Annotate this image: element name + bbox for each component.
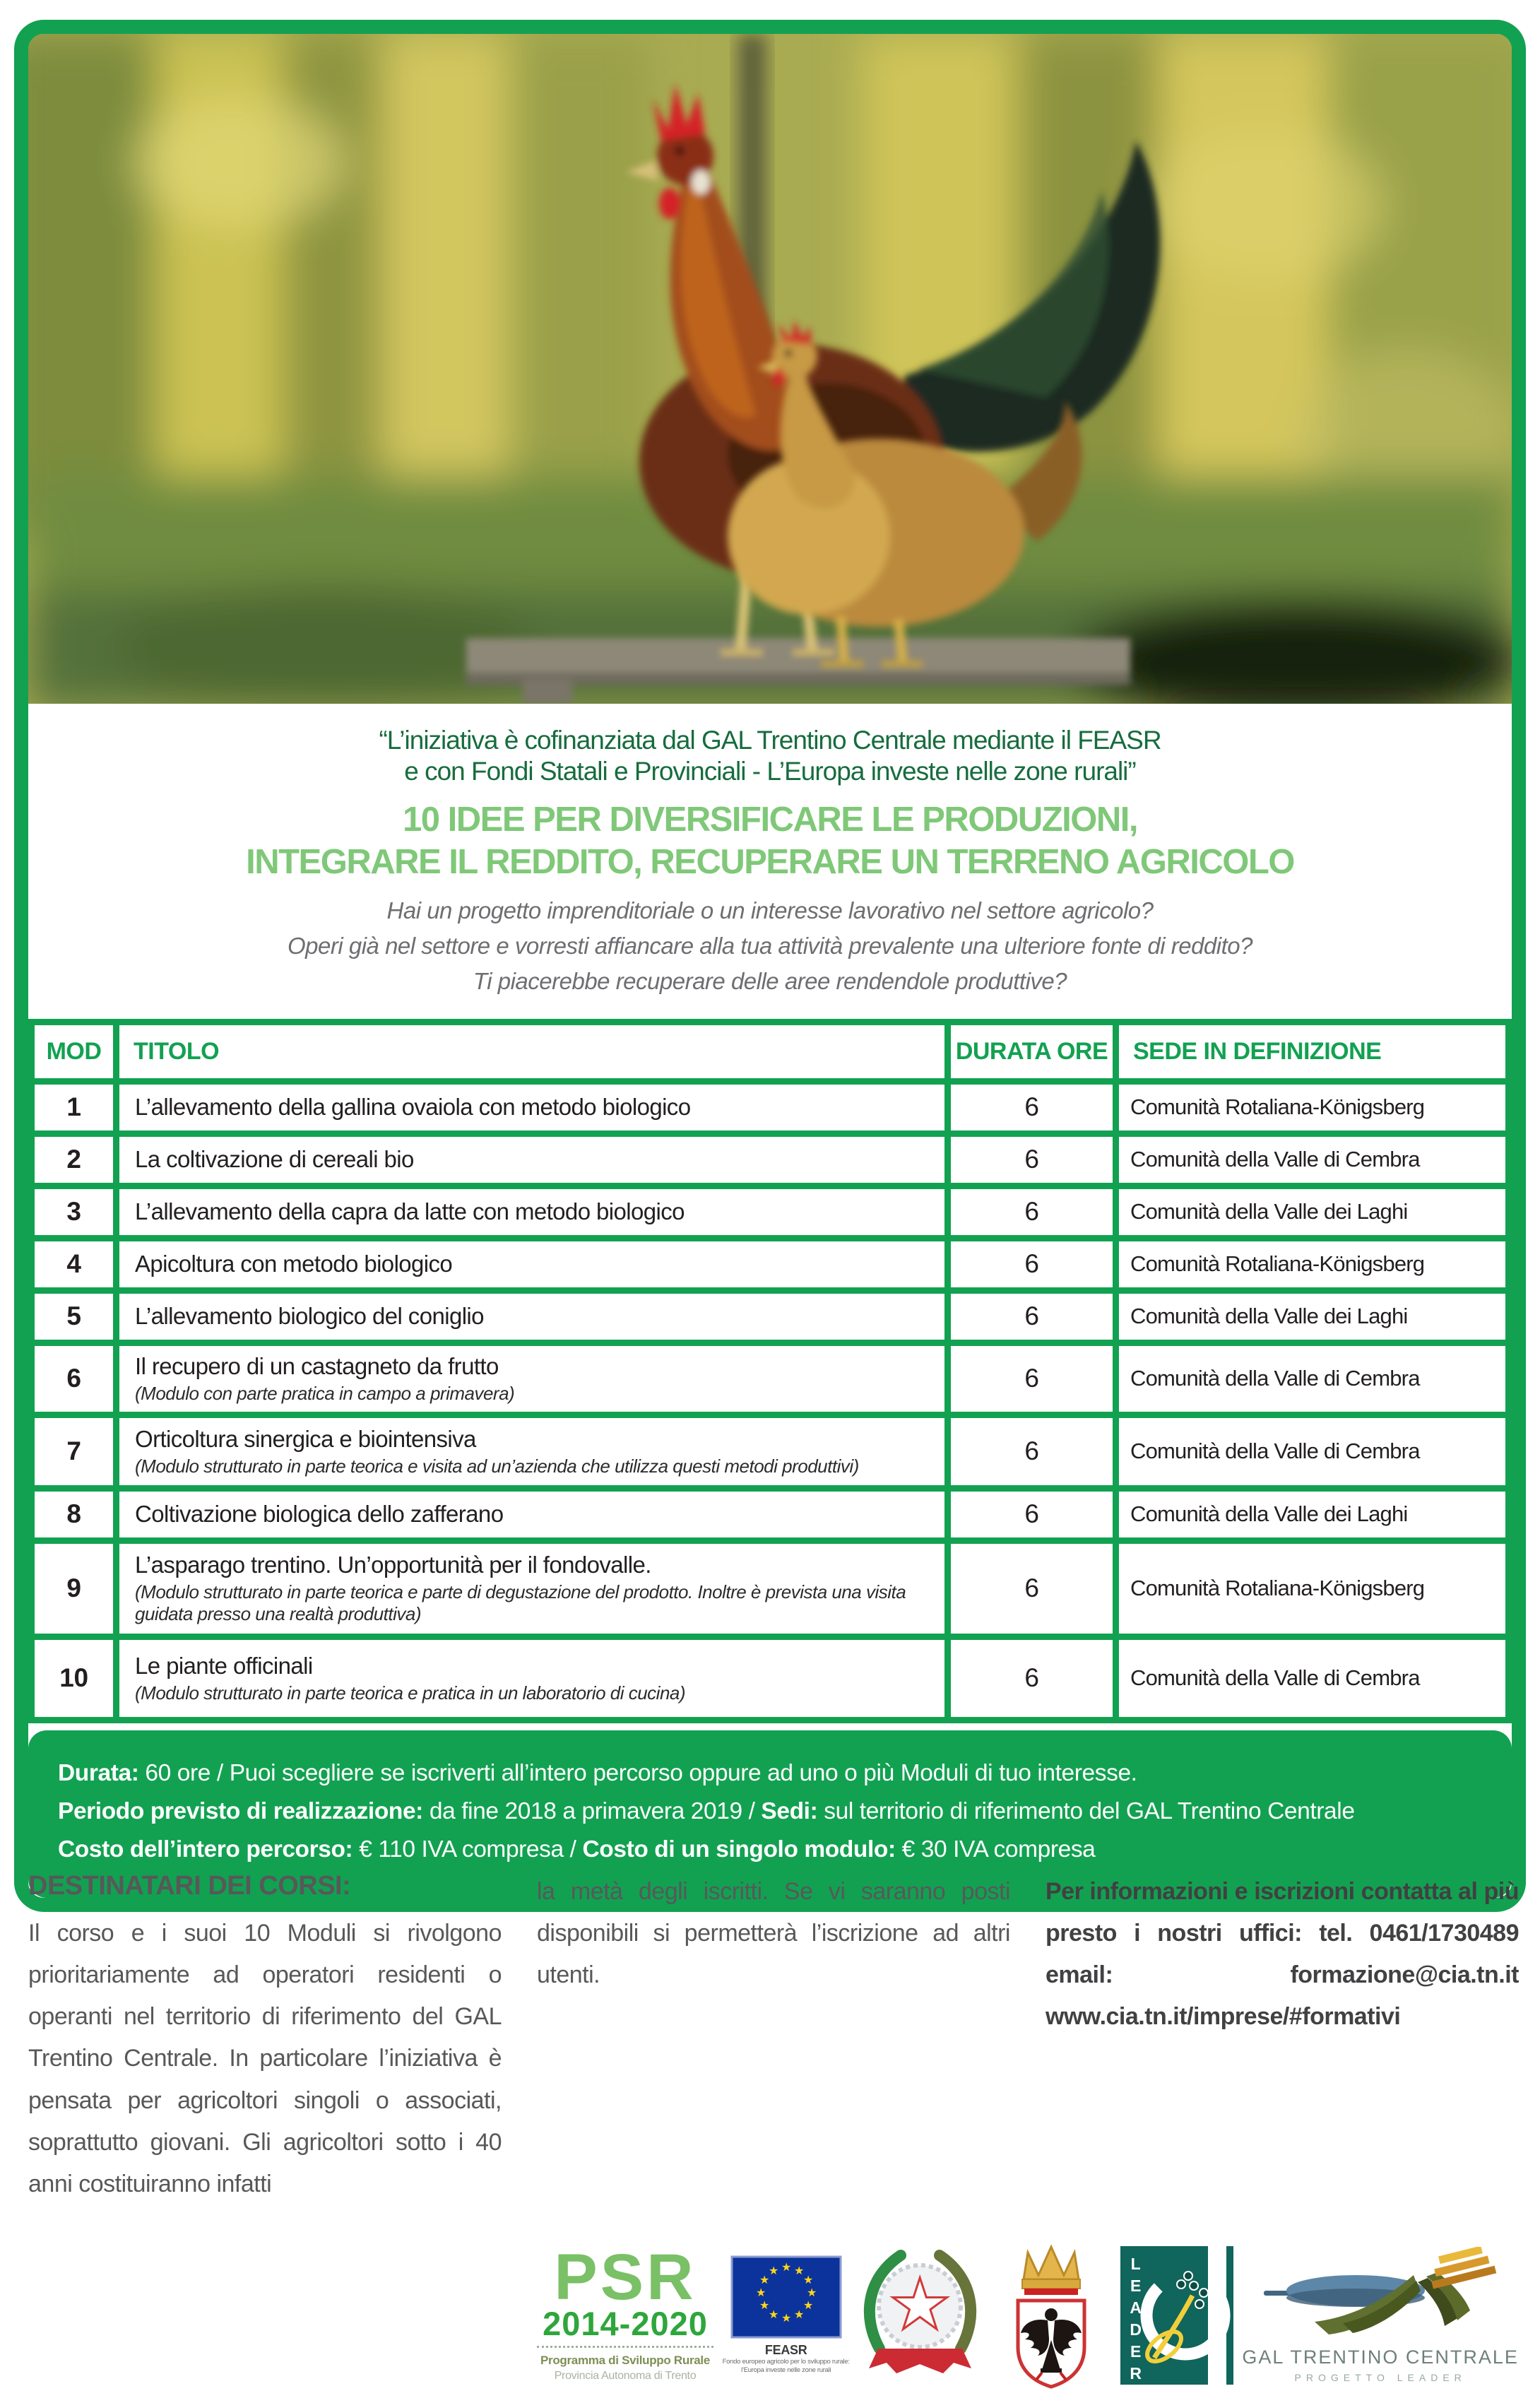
svg-text:★: ★ <box>781 2313 791 2325</box>
row-durata: 6 <box>948 1290 1116 1342</box>
svg-text:★: ★ <box>888 2265 952 2345</box>
row-mod: 7 <box>32 1415 117 1488</box>
question-1: Hai un progetto imprenditoriale o un interesse lavorativo nel settore agricolo? <box>386 897 1154 923</box>
row-durata: 6 <box>948 1636 1116 1720</box>
row-sede: Comunità Rotaliana-Königsberg <box>1116 1081 1509 1133</box>
row-titolo: L’allevamento della gallina ovaiola con metodo biologico <box>117 1081 948 1133</box>
svg-text:★: ★ <box>802 2300 813 2313</box>
row-mod: 1 <box>32 1081 117 1133</box>
table-row <box>32 1238 1509 1290</box>
svg-text:★: ★ <box>759 2300 769 2313</box>
feasr-subcaption-2: l’Europa investe nelle zone rurali <box>741 2366 831 2375</box>
row-titolo: Le piante officinali (Modulo strutturato in parte teorica e pratica in un laboratorio di cucina) <box>117 1636 948 1720</box>
chickens-photo-illustration <box>28 34 1512 704</box>
destinatari-column <box>28 1871 502 2205</box>
row-mod: 4 <box>32 1238 117 1290</box>
table-row <box>32 1540 1509 1636</box>
row-sede: Comunità della Valle dei Laghi <box>1116 1488 1509 1540</box>
summary-line-periodo: Periodo previsto di realizzazione: da fine 2018 a primavera 2019 / Sedi: sul territorio di riferimento del GAL Trentino Centrale <box>58 1798 1355 1824</box>
row-durata: 6 <box>948 1238 1116 1290</box>
header-titolo: TITOLO <box>117 1022 948 1081</box>
gal-trentino-centrale-logo <box>1242 2247 1519 2383</box>
table-row <box>32 1415 1509 1488</box>
psr-caption-2: Provincia Autonoma di Trento <box>554 2369 697 2382</box>
table-row <box>32 1290 1509 1342</box>
psr-logo <box>537 2241 713 2383</box>
row-note: (Modulo strutturato in parte teorica e parte di degustazione del prodotto. Inoltre è prevista una visita guidata presso una realtà produttiva) <box>135 1581 906 1625</box>
row-durata: 6 <box>948 1342 1116 1415</box>
psr-years: 2014-2020 <box>543 2305 708 2343</box>
svg-text:★: ★ <box>802 2274 813 2287</box>
header-durata: DURATA ORE <box>948 1022 1116 1081</box>
trentino-crest-icon <box>991 2241 1111 2390</box>
gal-subtitle-label: PROGETTO LEADER <box>1294 2372 1467 2384</box>
table-row <box>32 1081 1509 1133</box>
leader-logo <box>1120 2246 1233 2385</box>
leader-label: LEADER <box>1126 2254 1145 2386</box>
intro-section <box>28 704 1512 1009</box>
table-header-row <box>32 1022 1509 1081</box>
page-title: 10 IDEE PER DIVERSIFICARE LE PRODUZIONI, INTEGRARE IL REDDITO, RECUPERARE UN TERRENO AGRICOLO <box>246 801 1294 882</box>
psr-icon: PSR <box>554 2241 697 2313</box>
svg-text:★: ★ <box>755 2287 766 2300</box>
table-row <box>32 1342 1509 1415</box>
header-mod: MOD <box>32 1022 117 1081</box>
row-sede: Comunità della Valle dei Laghi <box>1116 1186 1509 1238</box>
row-sede: Comunità della Valle di Cembra <box>1116 1636 1509 1720</box>
destinatari-paragraph: Il corso e i suoi 10 Moduli si rivolgono prioritariamente ad operatori residenti o operanti nel territorio di riferimento del GAL Trentino Centrale. In particolare l’iniziativa è pensata per agricoltori singoli o associati, soprattutto giovani. Gli agricoltori sotto i 40 anni costituiranno infatti <box>28 1920 502 2197</box>
row-mod: 9 <box>32 1540 117 1636</box>
destinatari-heading: DESTINATARI DEI CORSI: <box>28 1871 351 1901</box>
continuation-paragraph: la metà degli iscritti. Se vi saranno posti disponibili si permetterà l’iscrizione ad altri utenti. <box>537 1878 1010 1989</box>
trentino-crest-logo <box>991 2241 1111 2390</box>
main-green-frame <box>14 20 1526 1912</box>
svg-text:★: ★ <box>806 2287 817 2300</box>
eu-flag-icon <box>730 2255 842 2339</box>
feasr-caption: FEASR <box>764 2343 807 2358</box>
question-2: Operi già nel settore e vorresti affiancare alla tua attività prevalente una ulteriore fonte di reddito? <box>288 933 1252 960</box>
feasr-eu-logo <box>723 2255 850 2375</box>
svg-text:★: ★ <box>781 2262 791 2274</box>
continuation-column <box>537 1871 1010 2205</box>
italy-emblem-icon <box>858 2243 982 2387</box>
row-sede: Comunità della Valle di Cembra <box>1116 1133 1509 1186</box>
row-titolo: La coltivazione di cereali bio <box>117 1133 948 1186</box>
feasr-subcaption-1: Fondo europeo agricolo per lo sviluppo rurale: <box>722 2358 850 2366</box>
row-durata: 6 <box>948 1133 1116 1186</box>
contacts-paragraph: Per informazioni e iscrizioni contatta al più presto i nostri uffici: tel. 0461/1730489 email: formazione@cia.tn.it www.cia.tn.it/imprese/#formativi <box>1046 1878 1519 2031</box>
row-note: (Modulo strutturato in parte teorica e visita ad un’azienda che utilizza questi metodi produttivi) <box>135 1455 859 1477</box>
row-titolo: L’allevamento della capra da latte con metodo biologico <box>117 1186 948 1238</box>
row-titolo: L’asparago trentino. Un’opportunità per il fondovalle. (Modulo strutturato in parte teorica e parte di degustazione del prodotto. Inoltre è prevista una visita guidata presso una realtà produttiva) <box>117 1540 948 1636</box>
row-sede: Comunità Rotaliana-Königsberg <box>1116 1540 1509 1636</box>
table-row <box>32 1186 1509 1238</box>
table-row <box>32 1636 1509 1720</box>
row-titolo: Il recupero di un castagneto da frutto (Modulo con parte pratica in campo a primavera) <box>117 1342 948 1415</box>
row-durata: 6 <box>948 1186 1116 1238</box>
question-3: Ti piacerebbe recuperare delle aree rendendole produttive? <box>473 968 1067 995</box>
summary-line-costo: Costo dell’intero percorso: € 110 IVA compresa / Costo di un singolo modulo: € 30 IVA compresa <box>58 1836 1096 1863</box>
row-mod: 5 <box>32 1290 117 1342</box>
header-sede: SEDE IN DEFINIZIONE <box>1116 1022 1509 1081</box>
row-sede: Comunità della Valle di Cembra <box>1116 1342 1509 1415</box>
row-titolo: Coltivazione biologica dello zafferano <box>117 1488 948 1540</box>
summary-line-durata: Durata: 60 ore / Puoi scegliere se iscriverti all’intero percorso oppure ad uno o più Moduli di tuo interesse. <box>58 1759 1137 1786</box>
row-mod: 8 <box>32 1488 117 1540</box>
row-mod: 3 <box>32 1186 117 1238</box>
row-durata: 6 <box>948 1415 1116 1488</box>
svg-text:★: ★ <box>759 2274 769 2287</box>
chickens-photo <box>28 34 1512 704</box>
svg-text:★: ★ <box>793 2265 804 2278</box>
row-note: (Modulo con parte pratica in campo a primavera) <box>135 1382 515 1404</box>
row-mod: 10 <box>32 1636 117 1720</box>
gal-landscape-icon <box>1264 2247 1497 2342</box>
row-mod: 6 <box>32 1342 117 1415</box>
svg-text:★: ★ <box>768 2309 778 2322</box>
leader-icon <box>1120 2246 1233 2385</box>
table-summary-gap <box>28 1723 1512 1730</box>
row-durata: 6 <box>948 1540 1116 1636</box>
row-mod: 2 <box>32 1133 117 1186</box>
svg-text:★: ★ <box>768 2265 778 2278</box>
row-titolo: Apicoltura con metodo biologico <box>117 1238 948 1290</box>
contacts-column <box>1046 1871 1519 2205</box>
psr-caption-1: Programma di Sviluppo Rurale <box>540 2353 711 2367</box>
gal-name-label: GAL TRENTINO CENTRALE <box>1242 2346 1519 2368</box>
row-durata: 6 <box>948 1081 1116 1133</box>
psr-divider <box>537 2346 713 2348</box>
italy-emblem-logo <box>858 2243 982 2387</box>
row-note: (Modulo strutturato in parte teorica e pratica in un laboratorio di cucina) <box>135 1682 686 1704</box>
courses-table <box>28 1019 1512 1723</box>
row-sede: Comunità della Valle di Cembra <box>1116 1415 1509 1488</box>
funding-quote: “L’iniziativa è cofinanziata dal GAL Trentino Centrale mediante il FEASR e con Fondi Statali e Provinciali - L’Europa investe nelle zone rurali” <box>379 726 1161 786</box>
svg-text:★: ★ <box>793 2309 804 2322</box>
row-sede: Comunità Rotaliana-Königsberg <box>1116 1238 1509 1290</box>
row-sede: Comunità della Valle dei Laghi <box>1116 1290 1509 1342</box>
table-row <box>32 1133 1509 1186</box>
row-titolo: L’allevamento biologico del coniglio <box>117 1290 948 1342</box>
bottom-section <box>28 1871 1519 2391</box>
table-row <box>32 1488 1509 1540</box>
logos-row <box>537 2239 1519 2391</box>
row-durata: 6 <box>948 1488 1116 1540</box>
row-titolo: Orticoltura sinergica e biointensiva (Modulo strutturato in parte teorica e visita ad un’azienda che utilizza questi metodi produttivi) <box>117 1415 948 1488</box>
